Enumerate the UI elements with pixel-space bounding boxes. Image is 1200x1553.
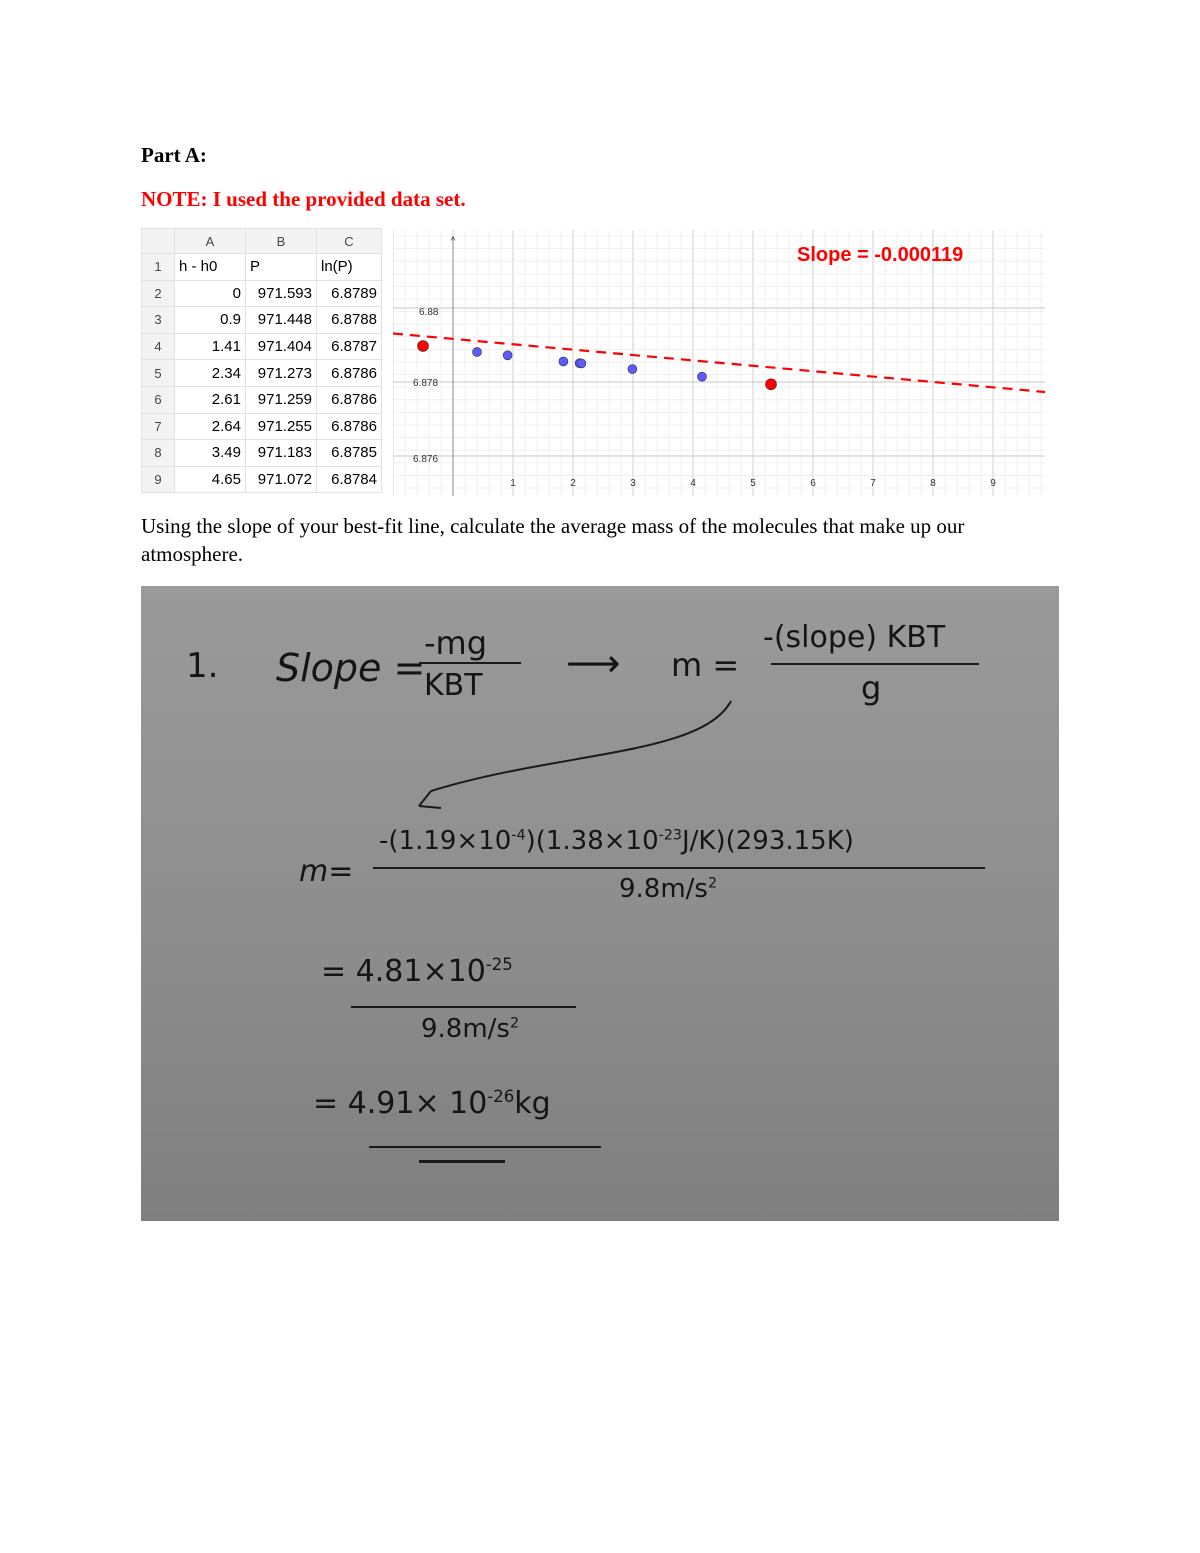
hw-calc-part: -(1.19×10 [379, 826, 512, 856]
cell: 6.8786 [317, 360, 382, 387]
data-spreadsheet [141, 228, 382, 493]
row-number: 9 [142, 466, 175, 493]
x-tick-label: 3 [630, 478, 636, 489]
hw-m-equals: m = [671, 646, 740, 684]
data-point [766, 379, 777, 390]
row-number: 2 [142, 280, 175, 307]
hw-fraction-bar [771, 663, 979, 665]
hw-step2-numerator [321, 954, 513, 989]
cell: 971.273 [246, 360, 317, 387]
table-row [142, 280, 382, 307]
cell: 6.8787 [317, 333, 382, 360]
cell: 971.255 [246, 413, 317, 440]
hw-slope-numerator: -mg [424, 624, 488, 662]
cell: 2.34 [175, 360, 246, 387]
x-tick-label: 6 [810, 478, 816, 489]
hw-result-unit: kg [514, 1086, 551, 1121]
hw-calc-part: J/K)(293.15K) [681, 826, 854, 856]
hw-m-denominator: g [861, 669, 882, 707]
hw-result [313, 1086, 551, 1121]
cell: 6.8785 [317, 440, 382, 467]
section-heading: Part A: [141, 143, 207, 167]
table-row [142, 360, 382, 387]
hw-exponent: -23 [658, 827, 682, 844]
table-row [142, 466, 382, 493]
cell: 0 [175, 280, 246, 307]
y-axis-arrow: ^ [450, 236, 456, 247]
hw-exponent: 2 [509, 1015, 520, 1032]
x-tick-label: 7 [870, 478, 876, 489]
row-number: 7 [142, 413, 175, 440]
x-tick-label: 1 [510, 478, 516, 489]
hw-calc-part: )(1.38×10 [525, 826, 659, 856]
data-point [503, 351, 512, 360]
data-point [418, 341, 429, 352]
hw-exponent: -4 [511, 827, 526, 844]
hw-slope-lhs: Slope = [276, 646, 426, 690]
y-tick-label: 6.88 [419, 307, 439, 318]
hw-underline [419, 1160, 505, 1163]
note-text: NOTE: I used the provided data set. [141, 187, 466, 211]
hw-underline [369, 1146, 601, 1148]
row-number: 3 [142, 307, 175, 334]
hw-fraction-bar [373, 867, 985, 869]
cell: 971.183 [246, 440, 317, 467]
header-cell: ln(P) [317, 254, 382, 281]
data-point [559, 357, 568, 366]
cell: 3.49 [175, 440, 246, 467]
cell: 0.9 [175, 307, 246, 334]
cell: 971.259 [246, 386, 317, 413]
data-point [577, 359, 586, 368]
hw-calc-part: = 4.81×10 [321, 954, 486, 989]
hw-m-symbol: m= [299, 854, 354, 889]
cell: 6.8789 [317, 280, 382, 307]
y-tick-label: 6.876 [413, 454, 439, 465]
column-letter-row [142, 229, 382, 254]
cell: 1.41 [175, 333, 246, 360]
header-cell: P [246, 254, 317, 281]
slope-label: Slope = -0.000119 [797, 244, 964, 266]
y-tick-label: 6.878 [413, 378, 439, 389]
table-row [142, 386, 382, 413]
hw-calc-part: = 4.91× 10 [313, 1086, 488, 1121]
cell: 2.61 [175, 386, 246, 413]
hw-calc-denominator [619, 874, 717, 904]
hw-exponent: 2 [707, 875, 718, 892]
x-tick-label: 2 [570, 478, 576, 489]
hw-step-number: 1. [186, 646, 219, 686]
hw-calc-part: 9.8m/s [421, 1014, 510, 1044]
header-cell: h - h0 [175, 254, 246, 281]
curved-arrow-icon [401, 696, 741, 816]
hw-calc-numerator [379, 826, 854, 856]
x-tick-label: 5 [750, 478, 756, 489]
cell: 971.404 [246, 333, 317, 360]
corner-cell [142, 229, 175, 254]
x-tick-label: 8 [930, 478, 936, 489]
best-fit-line [393, 334, 1045, 393]
cell: 2.64 [175, 413, 246, 440]
hw-calc-part: 9.8m/s [619, 874, 708, 904]
handwritten-solution-photo [141, 586, 1059, 1221]
cell: 6.8786 [317, 386, 382, 413]
cell: 6.8786 [317, 413, 382, 440]
data-point [698, 372, 707, 381]
data-point [473, 347, 482, 356]
cell: 971.448 [246, 307, 317, 334]
col-letter: B [246, 229, 317, 254]
hw-step2-denominator [421, 1014, 519, 1044]
row-number: 4 [142, 333, 175, 360]
row-number: 5 [142, 360, 175, 387]
table-row [142, 307, 382, 334]
hw-exponent: -26 [487, 1087, 515, 1106]
row-number: 1 [142, 254, 175, 281]
table-row [142, 333, 382, 360]
arrow-icon: ⟶ [566, 641, 621, 685]
question-text: Using the slope of your best-fit line, calculate the average mass of the molecules that make up our atmosphere. [141, 514, 965, 566]
hw-m-numerator: -(slope) KBT [763, 620, 946, 655]
col-letter: A [175, 229, 246, 254]
cell: 6.8784 [317, 466, 382, 493]
row-number: 6 [142, 386, 175, 413]
x-tick-labels [510, 478, 996, 489]
hw-fraction-bar [419, 662, 521, 664]
table-row [142, 413, 382, 440]
x-tick-label: 9 [990, 478, 996, 489]
hw-fraction-bar [351, 1006, 576, 1008]
hw-slope-denominator: KBT [424, 668, 483, 703]
cell: 4.65 [175, 466, 246, 493]
header-row [142, 254, 382, 281]
x-tick-label: 4 [690, 478, 696, 489]
cell: 6.8788 [317, 307, 382, 334]
data-point [628, 365, 637, 374]
scatter-plot [393, 230, 1045, 496]
table-row [142, 440, 382, 467]
cell: 971.593 [246, 280, 317, 307]
col-letter: C [317, 229, 382, 254]
row-number: 8 [142, 440, 175, 467]
hw-exponent: -25 [485, 955, 513, 974]
cell: 971.072 [246, 466, 317, 493]
